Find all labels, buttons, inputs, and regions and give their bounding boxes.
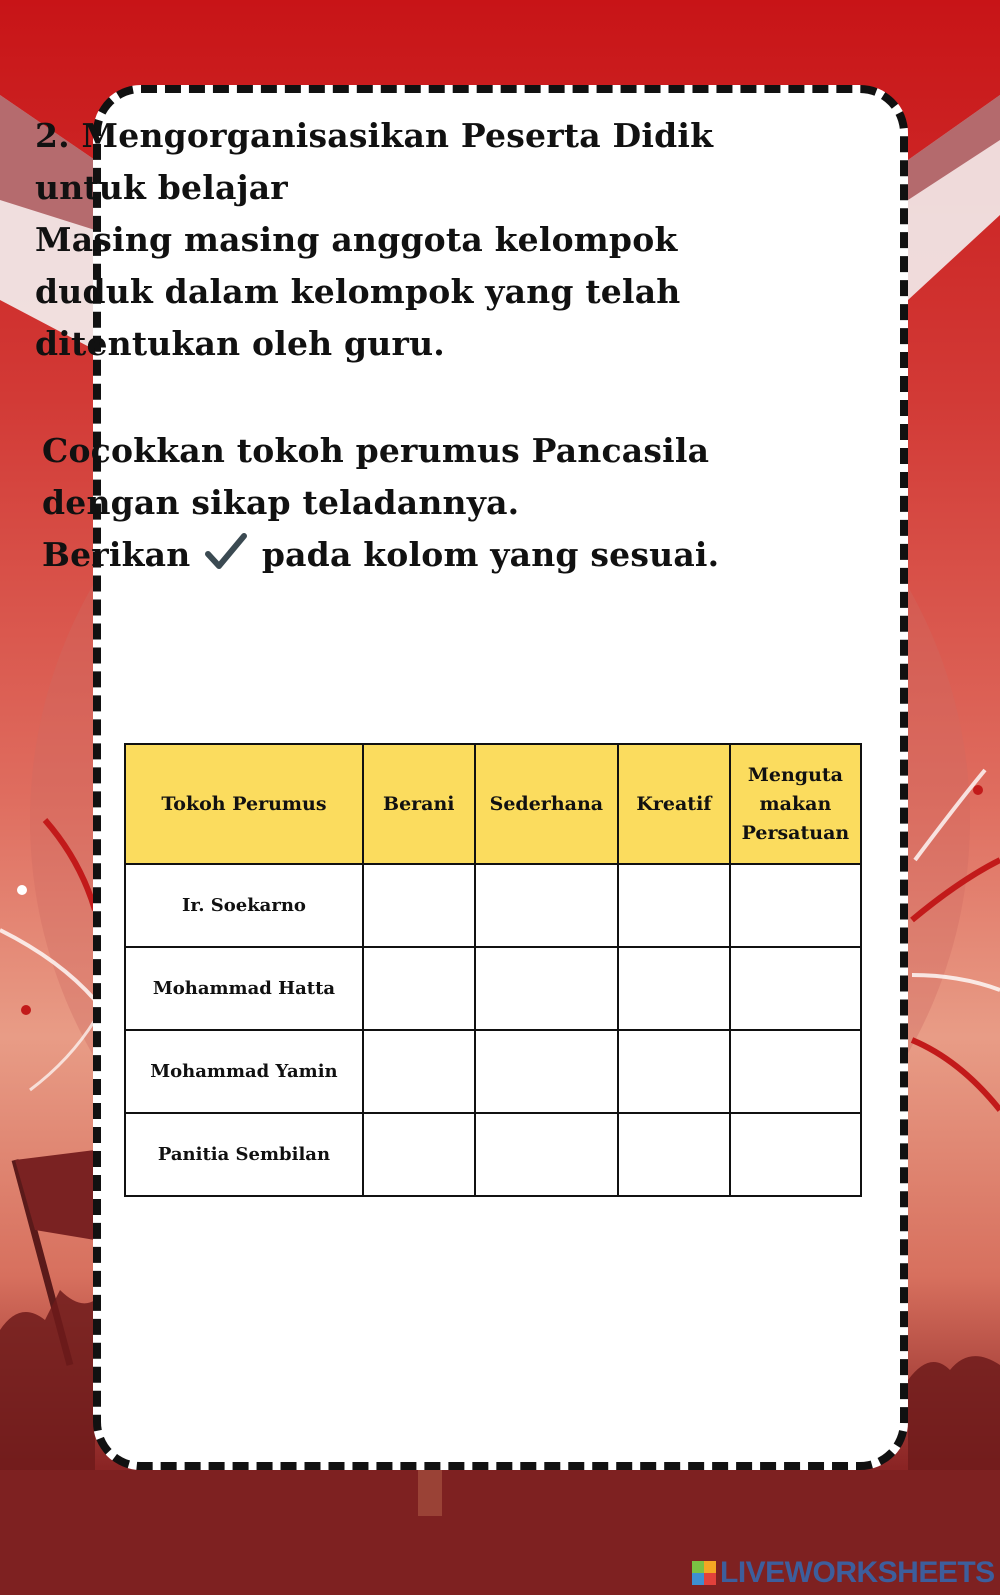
header-berani: Berani [363,744,475,864]
answer-cell-sederhana[interactable] [475,1030,618,1113]
task-prompt: Cocokkan tokoh perumus Pancasila dengan sikap teladannya. [42,431,710,522]
instruction-paragraph [35,110,775,370]
answer-cell-berani[interactable] [363,1030,475,1113]
brand-name: LIVEWORKSHEETS [720,1556,995,1589]
answer-cell-berani[interactable] [363,864,475,947]
task-hint-after: pada kolom yang sesuai. [250,535,720,574]
matching-table [124,743,862,1197]
task-instruction [42,425,782,581]
check-mark-icon [204,532,248,572]
header-tokoh-perumus: Tokoh Perumus [125,744,363,864]
table-header-row [125,744,861,864]
row-name: Mohammad Hatta [125,947,363,1030]
answer-cell-sederhana[interactable] [475,864,618,947]
answer-cell-persatuan[interactable] [730,1113,861,1196]
answer-cell-kreatif[interactable] [618,1030,730,1113]
answer-cell-berani[interactable] [363,1113,475,1196]
row-name: Panitia Sembilan [125,1113,363,1196]
table-row [125,864,861,947]
liveworksheets-logo[interactable] [692,1558,995,1588]
row-name: Ir. Soekarno [125,864,363,947]
table-row [125,1113,861,1196]
step-description: Masing masing anggota kelompok duduk dalam kelompok yang telah ditentukan oleh guru. [35,220,681,363]
table-row [125,1030,861,1113]
liveworksheets-logo-icon [692,1561,716,1585]
answer-cell-kreatif[interactable] [618,1113,730,1196]
step-heading: 2. Mengorganisasikan Peserta Didik untuk belajar [35,116,714,207]
answer-cell-berani[interactable] [363,947,475,1030]
task-hint-before: Berikan [42,535,203,574]
answer-cell-sederhana[interactable] [475,947,618,1030]
answer-cell-persatuan[interactable] [730,864,861,947]
header-mengutamakan-persatuan: Menguta makan Persatuan [730,744,861,864]
header-kreatif: Kreatif [618,744,730,864]
answer-cell-persatuan[interactable] [730,947,861,1030]
answer-cell-kreatif[interactable] [618,864,730,947]
row-name: Mohammad Yamin [125,1030,363,1113]
answer-cell-kreatif[interactable] [618,947,730,1030]
header-sederhana: Sederhana [475,744,618,864]
answer-cell-sederhana[interactable] [475,1113,618,1196]
table-row [125,947,861,1030]
answer-cell-persatuan[interactable] [730,1030,861,1113]
